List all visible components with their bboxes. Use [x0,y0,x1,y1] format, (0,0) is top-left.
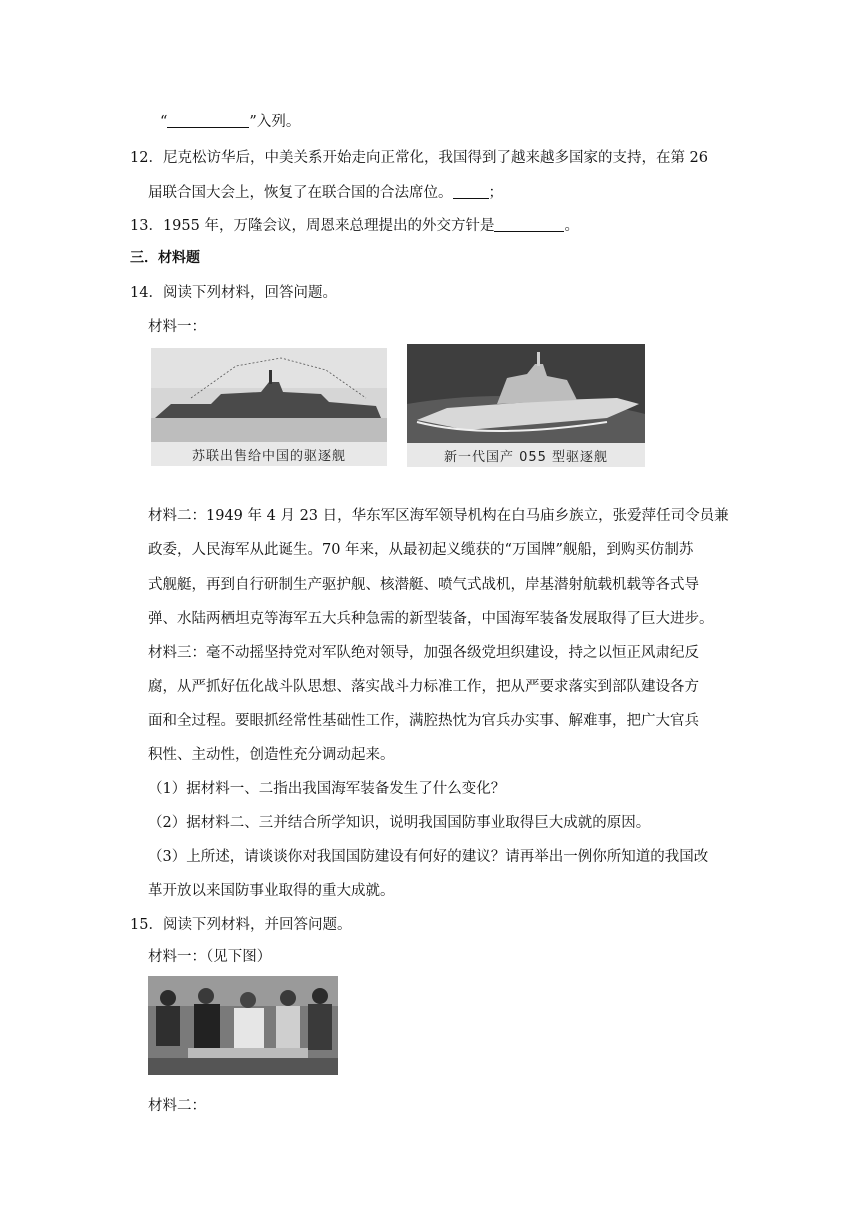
q12-line1: 12．尼克松访华后，中美关系开始走向正常化，我国得到了越来越多国家的支持，在第 26 [130,150,709,166]
destroyer-image [151,348,387,444]
meeting-image [148,976,338,1075]
material-3-line: 材料三：毫不动摇坚持党对军队绝对领导，加强各级党坦织建设，持之以恒正风肃纪反 [148,645,699,661]
material-3-line: 腐，从严抓好伍化战斗队思想、落实战斗力标准工作，把从严要求落实到部队建设各方 [148,679,699,695]
meeting-photo [148,976,338,1075]
destroyer-image [407,344,645,444]
material-2-line: 式舰艇，再到自行研制生产驱护舰、核潜艇、喷气式战机，岸基潜射航载机载等各式导 [148,577,699,593]
material-3-line: 面和全过程。要眼抓经常性基础性工作，满腔热忱为官兵办实事、解难事，把广大官兵 [148,713,699,729]
q15-stem: 15．阅读下列材料，并回答问题。 [130,917,352,933]
material-2-line: 材料二：1949 年 4 月 23 日，华东军区海军领导机构在白马庙乡族立，张爱萍任司令员兼 [148,508,729,524]
material-2-line: 弹、水陆两栖坦克等海军五大兵种急需的新型装备，中国海军装备发展取得了巨大进步。 [148,611,714,627]
material-3-line: 积性、主动性，创造性充分调动起来。 [148,747,395,763]
q12-line2: 届联合国大会上，恢复了在联合国的合法席位。 ； [148,185,503,201]
ship-photo-caption: 新一代国产 055 型驱逐舰 [407,443,645,467]
q11-tail: “ ”入列。 [160,114,301,130]
sub-question-3: （3）上所述，请谈谈你对我国国防建设有何好的建议？请再举出一例你所知道的我国改 [148,849,709,865]
q15-material-1-label: 材料一：（见下图） [148,949,272,965]
q13-line: 13．1955 年，万隆会议，周恩来总理提出的外交方针是 。 [130,218,579,234]
answer-blank[interactable] [494,217,564,232]
sub-question-2: （2）据材料二、三并结合所学知识，说明我国国防事业取得巨大成就的原因。 [148,815,651,831]
ship-photo-soviet [151,348,387,466]
material-1-label: 材料一： [148,319,206,335]
answer-blank[interactable] [453,184,489,199]
sub-question-1: （1）据材料一、二指出我国海军装备发生了什么变化？ [148,781,506,797]
material-2-line: 政委，人民海军从此诞生。70 年来，从最初起义缆获的“万国牌”舰船，到购买仿制苏 [148,542,694,558]
section-heading: 三．材料题 [130,250,200,266]
ship-photo-055 [407,344,645,467]
ship-photo-caption: 苏联出售给中国的驱逐舰 [151,442,387,466]
q15-material-2-label: 材料二： [148,1098,206,1114]
sub-question-3: 革开放以来国防事业取得的重大成就。 [148,883,395,899]
answer-blank[interactable] [167,113,249,128]
q14-stem: 14．阅读下列材料，回答问题。 [130,285,337,301]
